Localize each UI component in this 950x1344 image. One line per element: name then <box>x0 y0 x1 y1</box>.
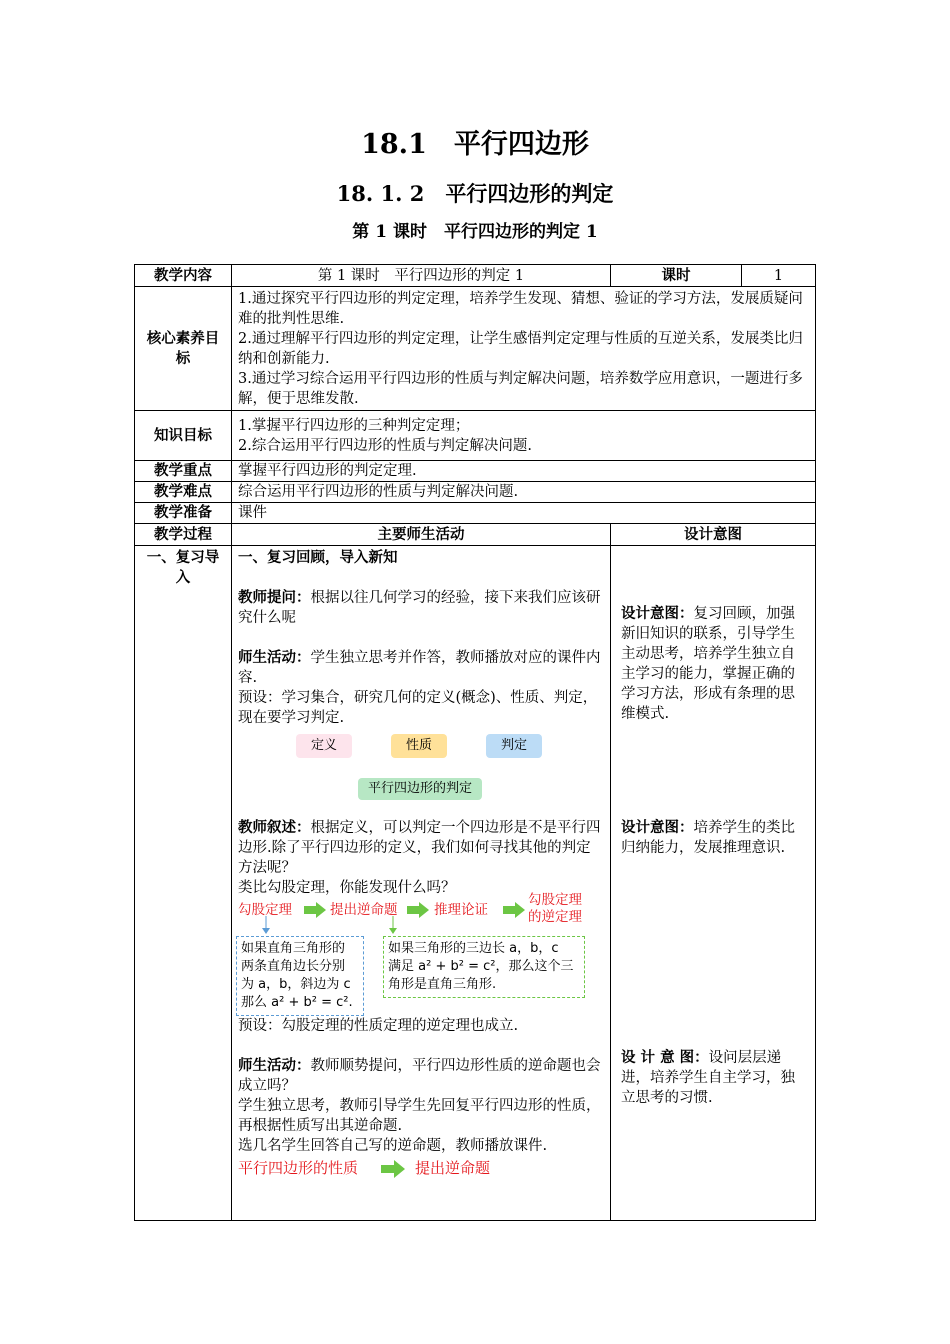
prep-label: 教学准备 <box>135 503 232 524</box>
core-goal-3: 3.通过学习综合运用平行四边形的性质与判定解决问题，培养数学应用意识，一题进行多解，便于思维发散. <box>238 370 803 407</box>
activity-2-detail: 学生独立思考，教师引导学生先回复平行四边形的性质，再根据性质写出其逆命题. <box>238 1098 601 1134</box>
pythagoras-box: 如果直角三角形的 两条直角边长分别 为 a，b，斜边为 c 那么 a² + b² = c². <box>236 936 364 1016</box>
difficulty-label: 教学难点 <box>135 482 232 503</box>
knowledge-label: 知识目标 <box>135 411 232 461</box>
activity-cell <box>232 546 611 1221</box>
preset-2: 预设：勾股定理的性质定理的逆定理也成立. <box>238 1018 519 1034</box>
focus-label: 教学重点 <box>135 461 232 482</box>
concept-tags <box>238 728 604 796</box>
activity-1: 师生活动：学生独立思考并作答，教师播放对应的课件内容. <box>238 650 601 686</box>
converse-box: 如果三角形的三边长 a，b，c 满足 a² + b² = c²，那么这个三 角形是直角三角形. <box>383 936 585 998</box>
arrow-right-icon <box>407 902 429 918</box>
process-label: 教学过程 <box>135 524 232 546</box>
arrow-right-icon <box>503 902 525 918</box>
knowledge-goal-1: 1.掌握平行四边形的三种判定定理； <box>238 417 470 434</box>
intent-header: 设计意图 <box>611 524 816 546</box>
teacher-narration: 教师叙述：根据定义，可以判定一个四边形是不是平行四边形.除了平行四边形的定义，我们如何寻找其他的判定方法呢？ <box>238 820 601 876</box>
core-label: 核心素养目标 <box>135 287 232 411</box>
stage-label: 一、复习导入 <box>135 546 232 1221</box>
flow-pythagoras: 勾股定理 <box>238 902 292 918</box>
hours-label: 课时 <box>611 265 742 287</box>
content-label: 教学内容 <box>135 265 232 287</box>
activity-2: 师生活动：教师顺势提问，平行四边形性质的逆命题也会成立吗？ <box>238 1058 601 1094</box>
difficulty-value: 综合运用平行四边形的性质与判定解决问题. <box>232 482 816 503</box>
pythagoras-flow <box>238 892 604 1016</box>
lesson-plan-table <box>134 264 816 1221</box>
page-title: 18.1 平行四边形 <box>361 129 589 160</box>
activity-header: 主要师生活动 <box>232 524 611 546</box>
core-goal-2: 2.通过理解平行四边形的判定定理，让学生感悟判定定理与性质的互逆关系，发展类比归纳和创新能力. <box>238 330 803 367</box>
hours-value: 1 <box>742 265 816 287</box>
arrow-down-icon <box>262 916 270 934</box>
teacher-question: 教师提问：根据以往几何学习的经验，接下来我们应该研究什么呢 <box>238 590 601 626</box>
tag-criterion: 判定 <box>486 734 542 758</box>
flow-converse-2: 提出逆命题 <box>415 1159 491 1177</box>
section-subtitle: 18. 1. 2 平行四边形的判定 <box>336 181 614 206</box>
tag-parallelogram-criterion: 平行四边形的判定 <box>358 778 482 800</box>
knowledge-goals <box>232 411 816 461</box>
flow-converse: 提出逆命题 <box>330 902 398 918</box>
knowledge-goal-2: 2.综合运用平行四边形的性质与判定解决问题. <box>238 437 532 454</box>
focus-value: 掌握平行四边形的判定定理. <box>232 461 816 482</box>
narration-question: 类比勾股定理，你能发现什么吗？ <box>238 880 456 896</box>
intent-3: 设 计 意 图：设问层层递进，培养学生自主学习，独立思考的习惯. <box>621 1050 795 1106</box>
intent-1: 设计意图：复习回顾，加强新旧知识的联系，引导学生主动思考，培养学生独立自主学习的能力，掌握正确的学习方法，形成有条理的思维模式. <box>621 606 795 722</box>
flow-parallelogram-property: 平行四边形的性质 <box>238 1159 359 1177</box>
arrow-right-icon <box>304 902 326 918</box>
prep-value: 课件 <box>232 503 816 524</box>
core-goal-1: 1.通过探究平行四边形的判定定理，培养学生发现、猜想、验证的学习方法，发展质疑问难的批判性思维. <box>238 290 803 327</box>
flow-converse-theorem: 勾股定理的逆定理 <box>528 892 582 925</box>
property-flow <box>238 1156 604 1182</box>
preset-1: 预设：学习集合，研究几何的定义(概念)、性质、判定，现在要学习判定. <box>238 690 598 726</box>
activity-2-detail-2: 选几名学生回答自己写的逆命题，教师播放课件. <box>238 1138 548 1154</box>
tag-definition: 定义 <box>296 734 352 758</box>
intent-cell <box>611 546 816 1221</box>
section-heading: 一、复习回顾，导入新知 <box>238 550 398 566</box>
flow-reasoning: 推理论证 <box>434 902 488 918</box>
arrow-right-icon <box>381 1160 405 1178</box>
intent-2: 设计意图：培养学生的类比归纳能力，发展推理意识. <box>621 820 795 856</box>
tag-property: 性质 <box>391 734 447 758</box>
content-value: 第 1 课时 平行四边形的判定 1 <box>232 265 611 287</box>
lesson-title: 第 1 课时 平行四边形的判定 1 <box>352 222 598 242</box>
arrow-down-icon <box>389 916 397 934</box>
core-goals <box>232 287 816 411</box>
